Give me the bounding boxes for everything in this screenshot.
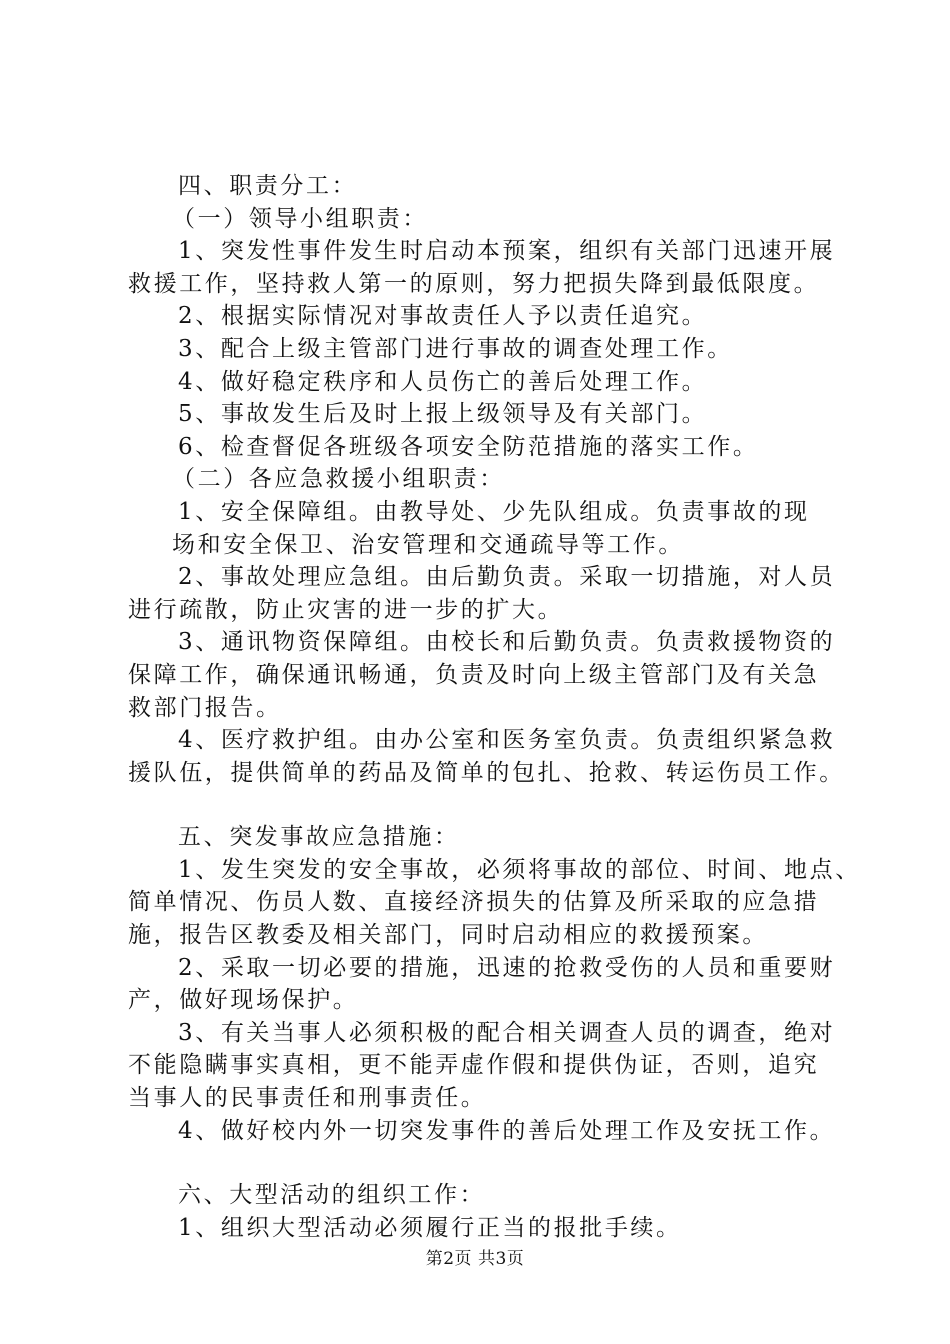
list-item-line: 2、根据实际情况对事故责任人予以责任追究。 (178, 303, 708, 330)
list-item-line: 1、发生突发的安全事故，必须将事故的部位、时间、地点、 (178, 856, 861, 883)
paragraph-gap (128, 789, 838, 821)
list-item-line: 不能隐瞒事实真相，更不能弄虚作假和提供伪证，否则，追究 (128, 1052, 820, 1079)
list-item-line: 救援工作，坚持救人第一的原则，努力把损失降到最低限度。 (128, 270, 820, 297)
list-item-line: 场和安全保卫、治安管理和交通疏导等工作。 (172, 531, 684, 558)
subsection-heading-rescue-groups: （二）各应急救援小组职责： (172, 466, 505, 493)
list-item-line: 2、采取一切必要的措施，迅速的抢救受伤的人员和重要财 (178, 954, 836, 981)
list-item-line: 5、事故发生后及时上报上级领导及有关部门。 (178, 401, 708, 428)
list-item-line: 3、有关当事人必须积极的配合相关调查人员的调查，绝对 (178, 1019, 836, 1046)
list-item-line: 救部门报告。 (128, 694, 282, 721)
list-item-line: 3、配合上级主管部门进行事故的调查处理工作。 (178, 335, 733, 362)
page-number-footer: 第2页 共3页 (425, 1249, 525, 1269)
section-heading-duties: 四、职责分工： (178, 173, 358, 199)
list-item-line: 简单情况、伤员人数、直接经济损失的估算及所采取的应急措 (128, 889, 820, 916)
paragraph-gap (128, 1147, 838, 1179)
list-item-line: 3、通讯物资保障组。由校长和后勤负责。负责救援物资的 (178, 629, 836, 656)
list-item-line: 4、医疗救护组。由办公室和医务室负责。负责组织紧急救 (178, 727, 836, 754)
list-item-line: 1、安全保障组。由教导处、少先队组成。负责事故的现 (178, 498, 810, 525)
document-body (128, 170, 861, 1244)
list-item-line: 1、突发性事件发生时启动本预案，组织有关部门迅速开展 (178, 238, 836, 265)
list-item-line: 施，报告区教委及相关部门，同时启动相应的救援预案。 (128, 922, 768, 949)
list-item-line: 进行疏散，防止灾害的进一步的扩大。 (128, 596, 564, 623)
list-item-line: 产，做好现场保护。 (128, 987, 359, 1014)
list-item-line: 4、做好校内外一切突发事件的善后处理工作及安抚工作。 (178, 1117, 836, 1144)
list-item-line: 4、做好稳定秩序和人员伤亡的善后处理工作。 (178, 368, 708, 395)
list-item-line: 6、检查督促各班级各项安全防范措施的落实工作。 (178, 433, 759, 460)
subsection-heading-leadership: （一）领导小组职责： (172, 205, 428, 232)
section-heading-large-events: 六、大型活动的组织工作： (178, 1182, 486, 1209)
list-item-line: 1、组织大型活动必须履行正当的报批手续。 (178, 1214, 682, 1241)
list-item-line: 援队伍，提供简单的药品及简单的包扎、抢救、转运伤员工作。 (128, 759, 845, 786)
list-item-line: 保障工作，确保通讯畅通，负责及时向上级主管部门及有关急 (128, 661, 820, 688)
list-item-line: 当事人的民事责任和刑事责任。 (128, 1085, 487, 1112)
section-heading-emergency-measures: 五、突发事故应急措施： (178, 824, 460, 851)
list-item-line: 2、事故处理应急组。由后勤负责。采取一切措施，对人员 (178, 564, 836, 591)
